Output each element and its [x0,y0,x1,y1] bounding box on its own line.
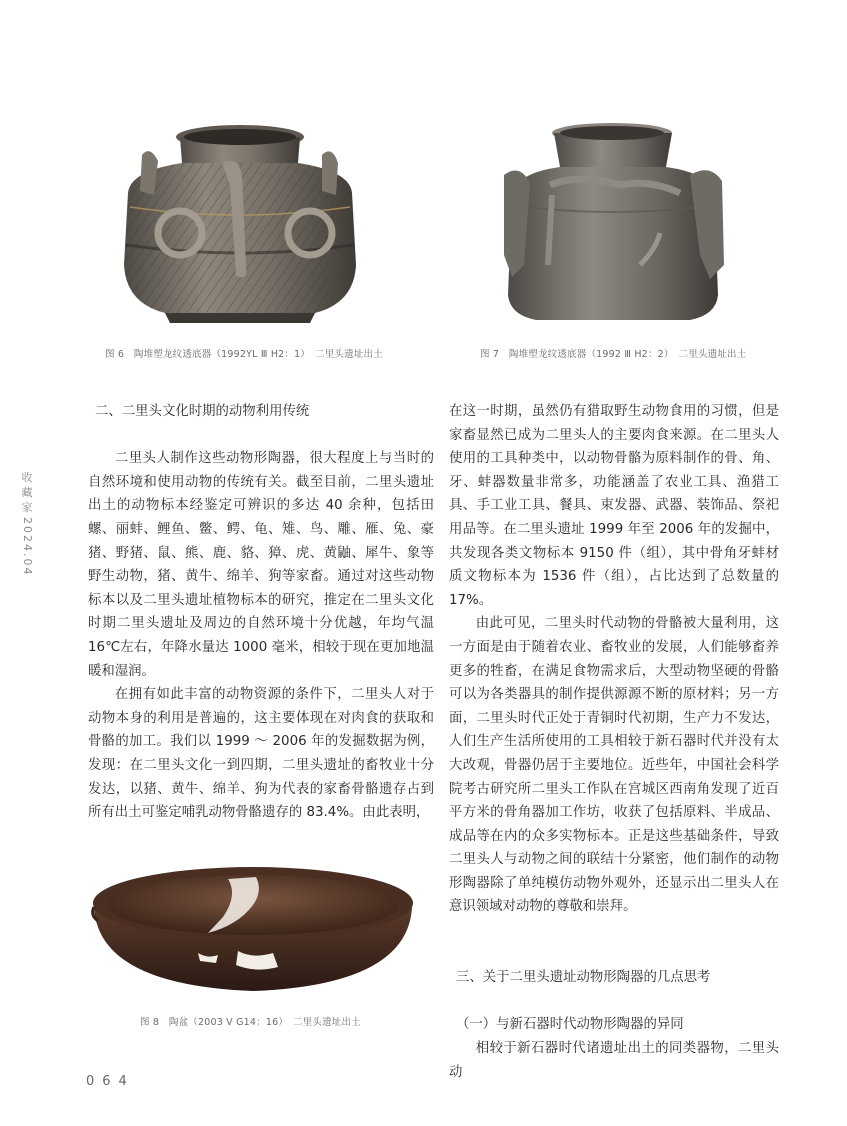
figure-7-caption: 图 7 陶堆塑龙纹透底器（1992 Ⅲ H2：2） 二里头遗址出土 [480,349,747,360]
page-number: 064 [86,1074,135,1089]
figure-8-image [88,855,418,1000]
section-2-heading: 二、二里头文化时期的动物利用传统 [95,404,310,419]
publication-name: 收藏家 [21,471,33,514]
issue-number: 2024.04 [21,517,34,577]
figure-7-image [490,115,735,330]
section-3-heading: 三、关于二里头遗址动物形陶器的几点思考 [456,970,711,986]
left-column [88,400,434,825]
figure-8-caption: 图 8 陶盆（2003 Ⅴ G14：16） 二里头遗址出土 [140,1017,361,1028]
right-column [449,400,779,1084]
figure-6-image [110,115,370,330]
paragraph: 在这一时期，虽然仍有猎取野生动物食用的习惯，但是家畜显然已成为二里头人的主要肉食来源。在二里头人使用的工具种类中，以动物骨骼为原料制作的骨、角、牙、蚌器数量非常多，功能涵盖了农业工具、渔猎工具、手工业工具、餐具、束发器、武器、装饰品、祭祀用品等。在二里头遗址 1999 年至 2006 年的发掘中，共发现各类文物标本 9150 件（组），其中骨角牙蚌材质文物标本为 1536 件（组），占比达到了总数量的 17%。 [449,404,779,608]
side-label [20,470,34,577]
paragraph: 由此可见，二里头时代动物的骨骼被大量利用，这一方面是由于随着农业、畜牧业的发展，人们能够畜养更多的牲畜，在满足食物需求后，大型动物坚硬的骨骼可以为各类器具的制作提供源源不断的原材料；另一方面，二里头时代正处于青铜时代初期，生产力不发达，人们生产生活所使用的工具相较于新石器时代并没有太大改观，骨器仍居于主要地位。近些年，中国社会科学院考古研究所二里头工作队在宫城区西南角发现了近百平方米的骨角器加工作坊，收获了包括原料、半成品、成品等在内的众多实物标本。正是这些基础条件，导致二里头人与动物之间的联结十分紧密，他们制作的动物形陶器除了单纯模仿动物外观外，还显示出二里头人在意识领域对动物的尊敬和崇拜。 [449,616,779,915]
paragraph: 二里头人制作这些动物形陶器，很大程度上与当时的自然环境和使用动物的传统有关。截至目前，二里头遗址出土的动物标本经鉴定可辨识的多达 40 余种，包括田螺、丽蚌、鲤鱼、鳖、鳄、龟、雉、鸟、雕、雁、兔、豪猪、野猪、鼠、熊、鹿、貉、獐、虎、黄鼬、犀牛、象等野生动物，猪、黄牛、绵羊、狗等家畜。通过对这些动物标本以及二里头遗址植物标本的研究，推定在二里头文化时期二里头遗址及周边的自然环境十分优越，年均气温 16℃左右，年降水量达 1000 毫米，相较于现在更加地温暖和湿润。 [88,451,434,679]
paragraph: 在拥有如此丰富的动物资源的条件下，二里头人对于动物本身的利用是普遍的，这主要体现在对肉食的获取和骨骼的加工。我们以 1999 ～ 2006 年的发掘数据为例，发现：在二里头文化一到四期，二里头遗址的畜牧业十分发达，以猪、黄牛、绵羊、狗为代表的家畜骨骼遗存占到所有出土可鉴定哺乳动物骨骼遗存的 83.4%。由此表明， [88,687,434,821]
subsection-heading: （一）与新石器时代动物形陶器的异同 [456,1017,684,1033]
paragraph: 相较于新石器时代诸遗址出土的同类器物，二里头动 [449,1041,779,1080]
figure-6-caption: 图 6 陶堆塑龙纹透底器（1992YL Ⅲ H2：1） 二里头遗址出土 [105,349,383,360]
